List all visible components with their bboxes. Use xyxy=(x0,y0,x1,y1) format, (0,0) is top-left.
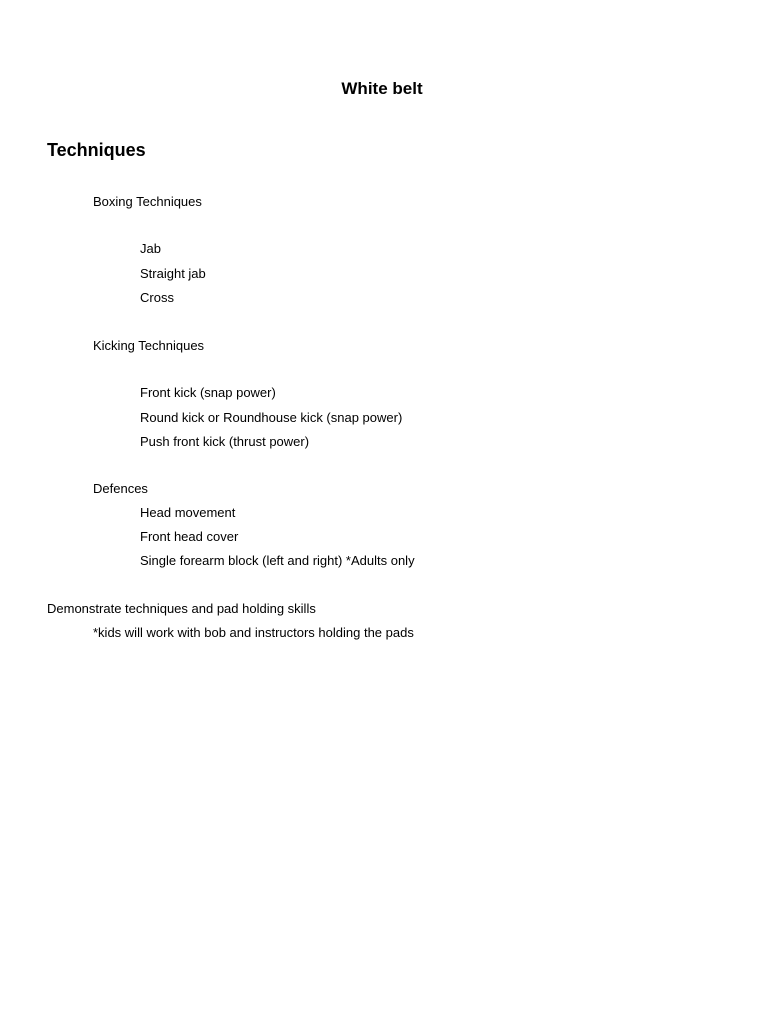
group-heading-boxing: Boxing Techniques xyxy=(93,194,202,209)
list-item: Front kick (snap power) xyxy=(140,385,276,400)
list-item: Front head cover xyxy=(140,529,239,544)
list-item: Straight jab xyxy=(140,266,206,281)
list-item: Push front kick (thrust power) xyxy=(140,434,310,449)
document-title: White belt xyxy=(341,79,423,98)
list-item: Single forearm block (left and right) *Adults only xyxy=(140,553,415,568)
list-item: Head movement xyxy=(140,505,236,520)
group-heading-defences: Defences xyxy=(93,481,148,496)
group-heading-kicking: Kicking Techniques xyxy=(93,338,205,353)
demonstration-text: Demonstrate techniques and pad holding skills xyxy=(47,601,316,616)
section-heading-techniques: Techniques xyxy=(47,140,146,160)
demonstration-note: *kids will work with bob and instructors holding the pads xyxy=(93,625,414,640)
list-item: Round kick or Roundhouse kick (snap power) xyxy=(140,410,403,425)
list-item: Jab xyxy=(140,241,161,256)
list-item: Cross xyxy=(140,290,174,305)
